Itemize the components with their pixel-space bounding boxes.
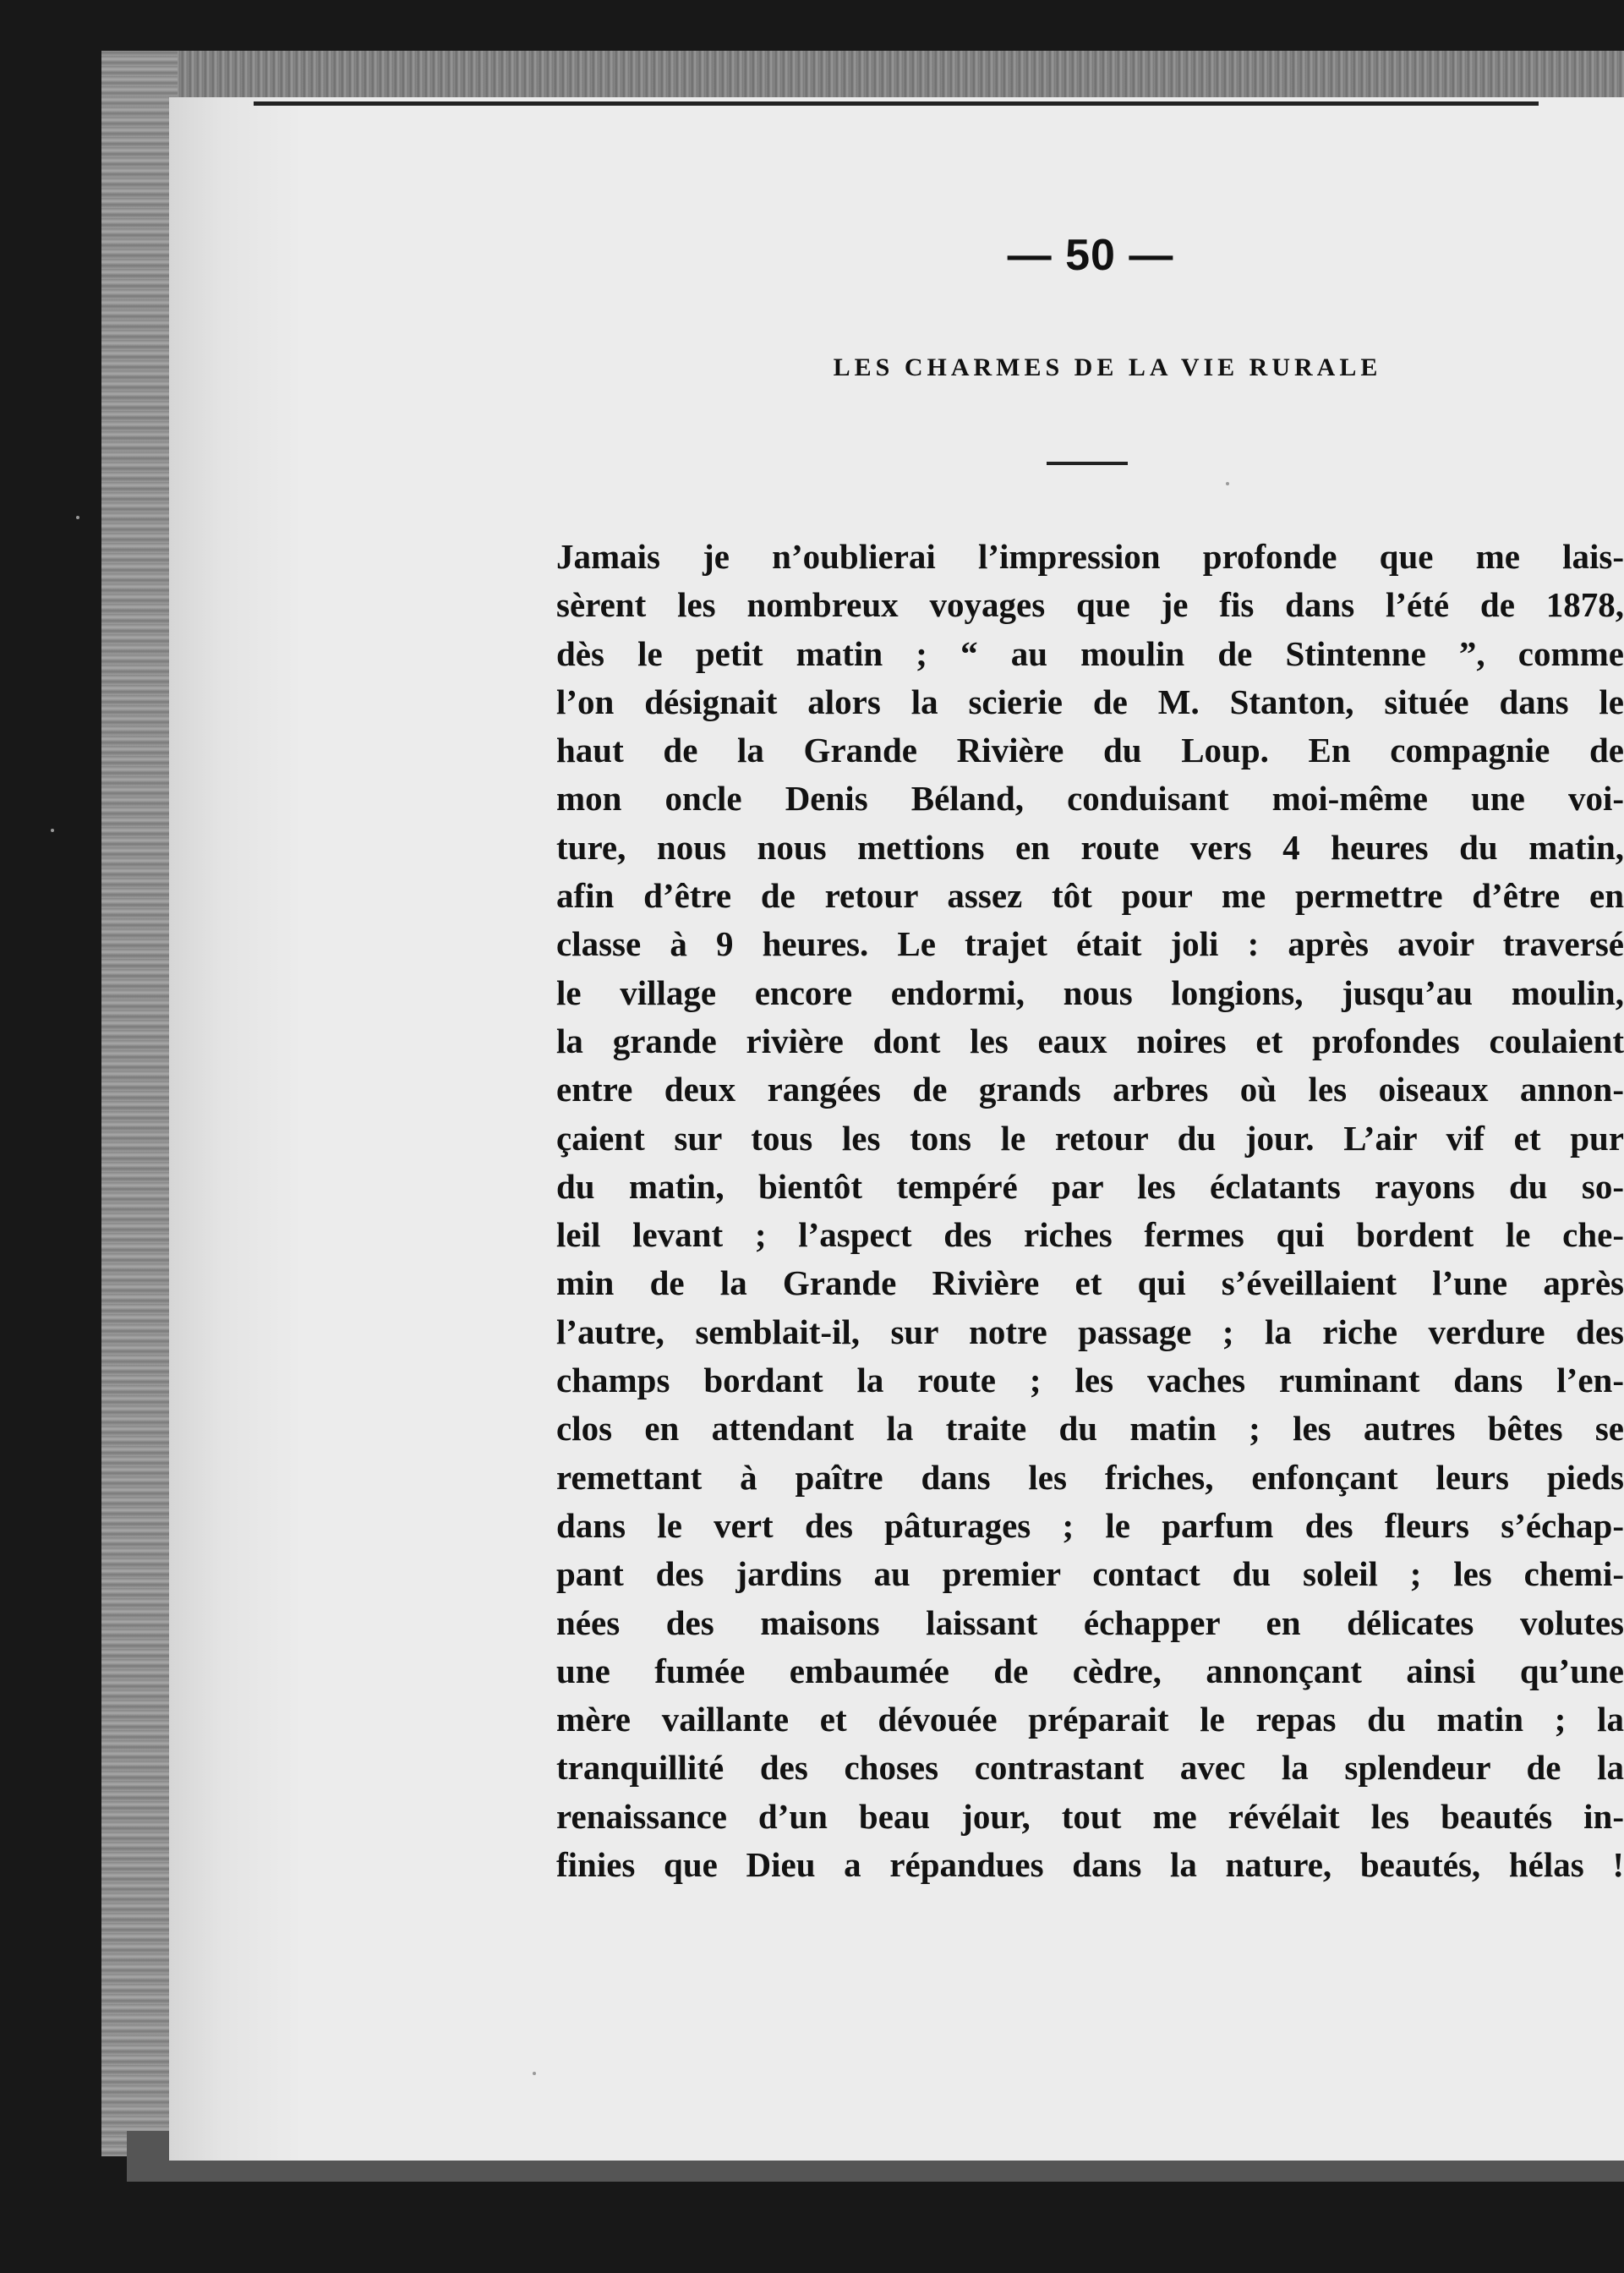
text-line: pant des jardins au premier contact du soleil ; les chemi-	[556, 1554, 1624, 1594]
text-line: le village encore endormi, nous longions, jusqu’au moulin,	[556, 972, 1624, 1012]
chapter-title: LES CHARMES DE LA VIE RURALE	[833, 353, 1382, 381]
text-line: leil levant ; l’aspect des riches fermes qui bordent le che-	[556, 1215, 1624, 1255]
text-line: l’autre, semblait-il, sur notre passage ; la riche verdure des	[556, 1312, 1624, 1351]
scan-speck	[533, 2072, 536, 2075]
title-divider	[1047, 462, 1128, 465]
book-spine-edge	[101, 51, 178, 2156]
text-line: tranquillité des choses contrastant avec la splendeur de la	[556, 1748, 1624, 1788]
page-number: — 50 —	[1007, 231, 1174, 280]
text-line: mère vaillante et dévouée préparait le repas du matin ; la	[556, 1700, 1624, 1739]
text-line: du matin, bientôt tempéré par les éclatants rayons du so-	[556, 1166, 1624, 1206]
text-line: ture, nous nous mettions en route vers 4 heures du matin,	[556, 827, 1624, 867]
text-line: haut de la Grande Rivière du Loup. En compagnie de	[556, 731, 1624, 770]
text-line: la grande rivière dont les eaux noires et profondes coulaient	[556, 1021, 1624, 1060]
text-line: finies que Dieu a répandues dans la nature, beautés, hélas !	[556, 1845, 1624, 1885]
text-line: clos en attendant la traite du matin ; les autres bêtes se	[556, 1409, 1624, 1449]
text-line: dès le petit matin ; “ au moulin de Stintenne ”, comme	[556, 633, 1624, 673]
text-line: renaissance d’un beau jour, tout me révélait les beautés in-	[556, 1796, 1624, 1836]
text-line: mon oncle Denis Béland, conduisant moi-même une voi-	[556, 779, 1624, 819]
text-line: nées des maisons laissant échapper en délicates volutes	[556, 1602, 1624, 1642]
body-paragraph	[556, 533, 1624, 1889]
text-line: afin d’être de retour assez tôt pour me permettre d’être en	[556, 876, 1624, 916]
text-line: remettant à paître dans les friches, enfonçant leurs pieds	[556, 1457, 1624, 1497]
text-line: classe à 9 heures. Le trajet était joli : après avoir traversé	[556, 924, 1624, 964]
text-line: çaient sur tous les tons le retour du jour. L’air vif et pur	[556, 1118, 1624, 1158]
scan-speck	[1226, 482, 1229, 485]
text-line: l’on désignait alors la scierie de M. Stanton, située dans le	[556, 682, 1624, 721]
scan-speck	[76, 516, 79, 519]
text-line: min de la Grande Rivière et qui s’éveillaient l’une après	[556, 1263, 1624, 1303]
text-line: champs bordant la route ; les vaches ruminant dans l’en-	[556, 1361, 1624, 1400]
text-line: dans le vert des pâturages ; le parfum des fleurs s’échap-	[556, 1505, 1624, 1545]
page-top-rule	[254, 101, 1539, 106]
text-line: sèrent les nombreux voyages que je fis dans l’été de 1878,	[556, 585, 1624, 625]
text-line: Jamais je n’oublierai l’impression profonde que me lais-	[556, 537, 1624, 576]
scan-speck	[51, 829, 54, 832]
text-line: une fumée embaumée de cèdre, annonçant ainsi qu’une	[556, 1651, 1624, 1690]
page-gutter-shadow	[169, 97, 304, 2161]
text-line: entre deux rangées de grands arbres où les oiseaux annon-	[556, 1070, 1624, 1109]
